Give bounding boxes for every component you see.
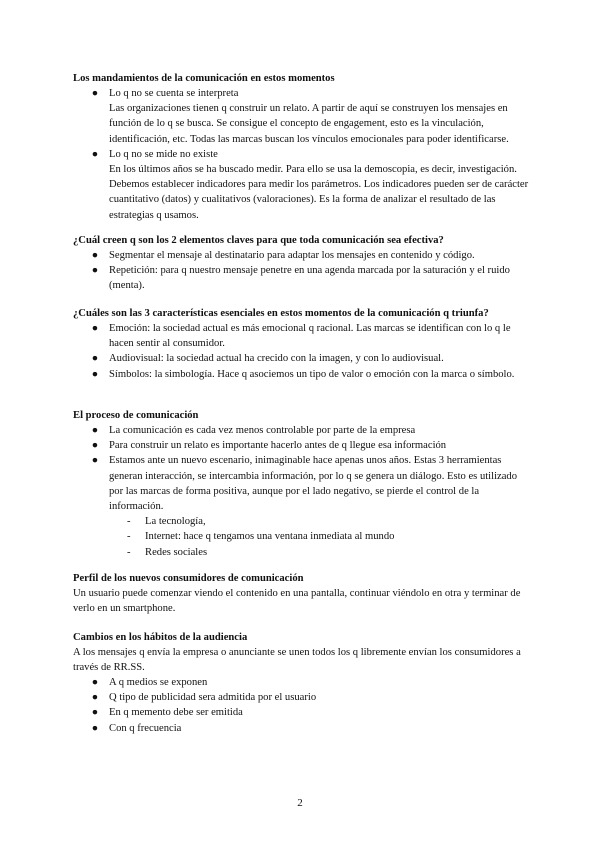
page-number: 2 [297,797,303,809]
bullet-icon: ● [91,88,99,99]
list-item-text: Emoción: la sociedad actual es más emocional q racional. Las marcas se identifican con lo q le hacen sentir al consumidor. [109,323,511,350]
bullet-icon: ● [91,707,99,719]
bullet-icon: ● [91,265,99,277]
list-item [73,86,533,147]
bullet-icon: ● [91,677,99,688]
dash-icon: - [127,546,131,558]
list-item [73,675,533,690]
sub-list-item-text: Internet: hace q tengamos una ventana inmediata al mundo [145,531,395,543]
sub-list-item-text: Redes sociales [145,546,208,558]
list-item-text: Audiovisual: la sociedad actual ha crecido con la imagen, y con lo audiovisual. [109,353,444,365]
list-item-title: Lo q no se mide no existe [109,148,218,160]
section-heading: Perfil de los nuevos consumidores de comunicación [73,573,304,584]
list-item [73,721,533,736]
bullet-icon: ● [91,440,99,452]
list-item [73,705,533,720]
list-item [73,263,533,293]
section-heading: ¿Cuáles son las 3 características esenciales en estos momentos de la comunicación q triunfa? [73,308,489,319]
list-item-text: Con q frecuencia [109,722,182,734]
list-item-text: La comunicación es cada vez menos controlable por parte de la empresa [109,425,416,436]
bullet-icon: ● [91,425,99,436]
list-item [73,351,533,366]
bullet-list [73,86,533,223]
bullet-list [73,675,533,736]
sub-list-item [109,529,533,544]
list-item-text: Las organizaciones tienen q construir un relato. A partir de aquí se construyen los mensajes en función de lo q se busca. Se consigue el concepto de engagement, esto es la vinculación, identificación, etc. Todas las marcas buscan los vínculos emocionales para poder identificarse. [109,103,509,145]
sub-list [109,514,533,560]
bullet-list [73,248,533,294]
dash-icon: - [127,531,131,543]
list-item-text: Para construir un relato es importante hacerlo antes de q llegue esa información [109,440,447,452]
list-item [73,248,533,263]
bullet-icon: ● [91,455,99,467]
list-item-text: Q tipo de publicidad sera admitida por el usuario [109,692,317,704]
paragraph: A los mensajes q envía la empresa o anunciante se unen todos los q libremente envían los consumidores a través de RR.SS. [73,647,521,674]
bullet-list [73,321,533,382]
dash-icon: - [127,516,131,528]
bullet-icon: ● [91,353,99,365]
section-heading: El proceso de comunicación [73,410,199,421]
list-item [73,321,533,351]
bullet-list [73,423,533,560]
section-heading: ¿Cuál creen q son los 2 elementos claves para que toda comunicación sea efectiva? [73,235,444,246]
sub-list-item [109,514,533,529]
section-heading: Cambios en los hábitos de la audiencia [73,632,248,643]
list-item [73,453,533,559]
bullet-icon: ● [91,692,99,704]
list-item [73,147,533,223]
paragraph: Un usuario puede comenzar viendo el contenido en una pantalla, continuar viéndolo en otra y terminar de verlo en un smartphone. [73,588,521,615]
list-item-text: Repetición: para q nuestro mensaje penetre en una agenda marcada por la saturación y el ruido (menta). [109,265,510,292]
list-item [73,423,533,438]
sub-list-item [109,545,533,560]
sub-list-item-text: La tecnología, [145,516,206,528]
bullet-icon: ● [91,250,99,261]
list-item [73,367,533,382]
section-heading: Los mandamientos de la comunicación en estos momentos [73,73,335,84]
list-item-text: Segmentar el mensaje al destinatario para adaptar los mensajes en contenido y código. [109,250,475,261]
bullet-icon: ● [91,148,99,160]
list-item-text: En los últimos años se ha buscado medir. Para ello se usa la demoscopia, es decir, investigación. Debemos establecer indicadores para medir los parámetros. Los indicadores pueden ser de carácter cuantitativo (datos) y cualitativos (valoraciones). Es la forma de analizar el resultado de las estrategias q usamos. [109,164,529,221]
list-item-text: A q medios se exponen [109,677,208,688]
list-item [73,690,533,705]
bullet-icon: ● [91,722,99,734]
list-item-text: Símbolos: la simbología. Hace q asociemos un tipo de valor o emoción con la marca o símbolo. [109,368,515,380]
list-item [73,438,533,453]
list-item-text: En q memento debe ser emitida [109,707,243,719]
bullet-icon: ● [91,323,99,334]
list-item-text: Estamos ante un nuevo escenario, inimaginable hace apenas unos años. Estas 3 herramientas generan interacción, se intercambia información, por lo q se genera un diálogo. Esto es utilizado por las marcas de forma positiva, aunque por el lado negativo, se pierde el control de la información. [109,455,518,513]
list-item-title: Lo q no se cuenta se interpreta [109,88,239,99]
bullet-icon: ● [91,368,99,380]
